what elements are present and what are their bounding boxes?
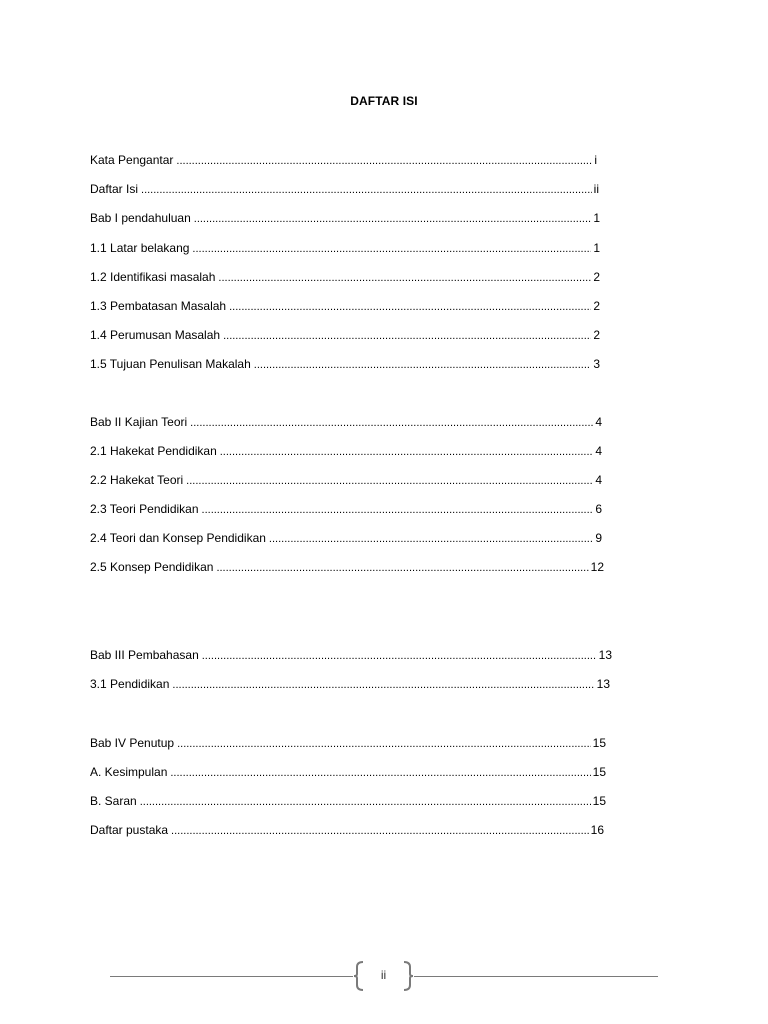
dot-leader	[190, 415, 593, 431]
dot-leader	[186, 473, 593, 489]
toc-entry-label: 1.4 Perumusan Masalah	[90, 328, 221, 342]
toc-entry-page: 6	[595, 502, 602, 516]
toc-entry-page: 2	[593, 270, 600, 284]
toc-entry-page: 4	[595, 415, 602, 429]
toc-entry-page: 12	[590, 560, 604, 574]
toc-entry-1-1	[90, 240, 600, 256]
toc-entry-page: 1	[593, 211, 600, 225]
dot-leader	[202, 648, 597, 664]
toc-entry-label: 2.5 Konsep Pendidikan	[90, 560, 214, 574]
toc-entry-bab-2	[90, 414, 602, 430]
dot-leader	[140, 794, 591, 810]
left-brace-icon	[353, 960, 365, 992]
toc-entry-label: B. Saran	[90, 794, 137, 808]
toc-entry-2-1	[90, 443, 602, 459]
dot-leader	[216, 560, 588, 576]
toc-entry-label: 2.3 Teori Pendidikan	[90, 502, 199, 516]
toc-entry-label: Bab III Pembahasan	[90, 648, 199, 662]
toc-entry-kesimpulan	[90, 764, 606, 780]
toc-entry-2-3	[90, 501, 602, 517]
dot-leader	[218, 270, 591, 286]
toc-entry-bab-1	[90, 210, 600, 226]
toc-entry-label: A. Kesimpulan	[90, 765, 168, 779]
toc-entry-label: 1.2 Identifikasi masalah	[90, 270, 216, 284]
dot-leader	[172, 677, 594, 693]
toc-entry-page: 15	[592, 765, 606, 779]
toc-entry-page: 4	[595, 444, 602, 458]
toc-entry-label: 2.1 Hakekat Pendidikan	[90, 444, 217, 458]
toc-entry-2-4	[90, 530, 602, 546]
toc-entry-3-1	[90, 676, 610, 692]
footer-rule-right	[414, 976, 658, 977]
toc-entry-page: i	[594, 153, 597, 167]
toc-entry-page: ii	[593, 182, 599, 196]
toc-entry-page: 3	[593, 357, 600, 371]
toc-entry-page: 1	[593, 241, 600, 255]
dot-leader	[177, 736, 591, 752]
toc-entry-daftar-isi	[90, 181, 599, 197]
toc-entry-page: 15	[592, 794, 606, 808]
dot-leader	[194, 211, 592, 227]
dot-leader	[202, 502, 594, 518]
toc-entry-label: Daftar pustaka	[90, 823, 169, 837]
toc-entry-label: Kata Pengantar	[90, 153, 174, 167]
toc-entry-label: Bab IV Penutup	[90, 736, 175, 750]
toc-entry-2-2	[90, 472, 602, 488]
toc-entry-label: 2.2 Hakekat Teori	[90, 473, 184, 487]
toc-entry-kata-pengantar	[90, 152, 597, 168]
dot-leader	[176, 153, 592, 169]
toc-entry-label: 2.4 Teori dan Konsep Pendidikan	[90, 531, 266, 545]
toc-entry-page: 4	[595, 473, 602, 487]
toc-entry-label: Bab II Kajian Teori	[90, 415, 188, 429]
footer-page-number: ii	[380, 968, 387, 982]
toc-entry-label: 1.5 Tujuan Penulisan Makalah	[90, 357, 251, 371]
toc-entry-1-4	[90, 327, 600, 343]
right-brace-icon	[402, 960, 414, 992]
footer-rule-left	[110, 976, 353, 977]
toc-entry-label: 1.3 Pembatasan Masalah	[90, 299, 227, 313]
toc-entry-label: Daftar Isi	[90, 182, 139, 196]
toc-entry-page: 2	[593, 328, 600, 342]
toc-entry-label: 3.1 Pendidikan	[90, 677, 170, 691]
toc-entry-1-5	[90, 356, 600, 372]
toc-entry-saran	[90, 793, 606, 809]
page-footer	[110, 960, 658, 992]
dot-leader	[170, 765, 590, 781]
dot-leader	[223, 328, 591, 344]
dot-leader	[192, 241, 591, 257]
toc-entry-1-3	[90, 298, 600, 314]
page-title: DAFTAR ISI	[350, 94, 418, 108]
toc-entry-bab-3	[90, 647, 612, 663]
toc-entry-2-5	[90, 559, 604, 575]
toc-entry-label: Bab I pendahuluan	[90, 211, 191, 225]
dot-leader	[229, 299, 591, 315]
toc-entry-page: 16	[590, 823, 604, 837]
dot-leader	[220, 444, 594, 460]
toc-entry-page: 2	[593, 299, 600, 313]
toc-entry-page: 9	[595, 531, 602, 545]
dot-leader	[269, 531, 593, 547]
dot-leader	[254, 357, 592, 373]
toc-entry-page: 13	[596, 677, 610, 691]
toc-entry-bab-4	[90, 735, 606, 751]
toc-entry-1-2	[90, 269, 600, 285]
toc-entry-label: 1.1 Latar belakang	[90, 241, 190, 255]
dot-leader	[141, 182, 592, 198]
dot-leader	[171, 823, 589, 839]
toc-entry-daftar-pustaka	[90, 822, 604, 838]
toc-entry-page: 15	[592, 736, 606, 750]
toc-entry-page: 13	[598, 648, 612, 662]
